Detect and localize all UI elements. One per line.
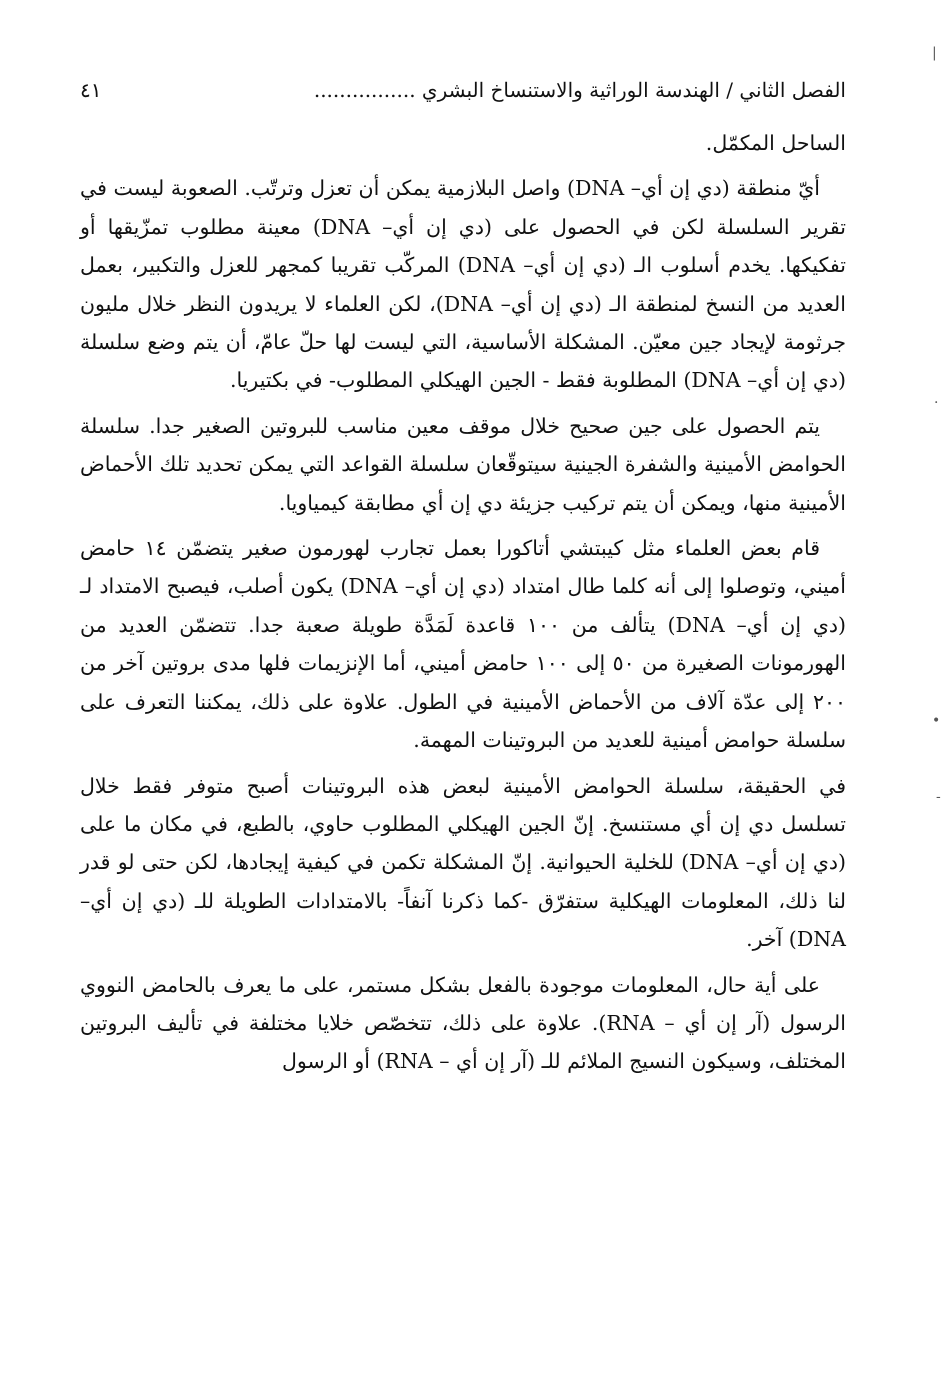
paragraph: في الحقيقة، سلسلة الحوامض الأمينية لبعض هذه البروتينات أصبح متوفر فقط خلال تسلسل دي إن أي مستنسخ. إنّ الجين الهيكلي المطلوب حاوي، بالطبع، في مكان ما على (دي إن أي– DNA) للخلية الحيوانية. إنّ المشكلة تكمن في كيفية إيجادها، لكن حتى لو قدر لنا ذلك، المعلومات الهيكلية ستفرّق -كما ذكرنا آنفاً- بالامتدادات الطويلة للـ (دي إن أي– DNA) آخر. — [80, 773, 847, 952]
body-text — [80, 124, 846, 1081]
scan-mark: - — [936, 789, 941, 805]
scan-mark: | — [932, 45, 937, 61]
scan-mark: · — [934, 395, 939, 411]
paragraph: قام بعض العلماء مثل كيبتشي أتاكورا بعمل تجارب لهورمون صغير يتضمّن ١٤ حامض أميني، وتوصلوا إلى أنه كلما طال امتداد (دي إن أي– DNA) يكون أصلب، فيصبح الامتداد لـ (دي إن أي– DNA) يتألف من ١٠٠ قاعدة لَمَدَّة طويلة صعبة جدا. تتضمّن العديد من الهورمونات الصغيرة من ٥٠ إلى ١٠٠ حامض أميني، أما الإنزيمات فلها مدى بروتين آخر من ٢٠٠ إلى عدّة آلاف من الأحماض الأمينية في الطول. علاوة على ذلك، يمكننا التعرف على سلسلة حوامض أمينية للعديد من البروتينات المهمة. — [80, 536, 847, 753]
scan-mark: • — [932, 713, 941, 729]
paragraph: على أية حال، المعلومات موجودة بالفعل بشكل مستمر، على ما يعرف بالحامض النووي الرسول (آر إن أي – RNA). علاوة على ذلك، تتخصّص خلايا مختلفة في تأليف البروتين المختلف، وسيكون النسيج الملائم للـ (آر إن أي – RNA) أو الرسول — [80, 972, 846, 1074]
running-title: الفصل الثاني / الهندسة الوراثية والاستنساخ البشري ................ — [313, 78, 846, 102]
paragraph: الساحل المكمّل. — [705, 131, 846, 155]
page-header — [80, 68, 846, 112]
paragraph: أيّ منطقة (دي إن أي– DNA) واصل البلازمية يمكن أن تعزل وترتّب. الصعوبة ليست في تقرير السلسلة لكن في الحصول على (دي إن أي– DNA) معينة مطلوب تمزّيقها أو تفكيكها. يخدم أسلوب الـ (دي إن أي– DNA) المركّب تقريبا كمجهر للعزل والتكبير، بعمل العديد من النسخ لمنطقة الـ (دي إن أي– DNA)، لكن العلماء لا يريدون النظر خلال مليون جرثومة لإيجاد جين معيّن. المشكلة الأساسية، التي ليست لها حلّ عامّ، أن يتم وضع سلسلة (دي إن أي– DNA) المطلوبة فقط - الجين الهيكلي المطلوب- في بكتيريا. — [80, 176, 847, 393]
paragraph: يتم الحصول على جين صحيح خلال موقف معين مناسب للبروتين الصغير جدا. سلسلة الحوامض الأمينية والشفرة الجينية سيتوقّعان سلسلة القواعد التي يمكن تحديد تلك الأحماض الأمينية منها، ويمكن أن يتم تركيب جزيئة دي إن أي مطابقة كيمياويا. — [80, 413, 846, 515]
book-page — [80, 68, 846, 1088]
page-number: ٤١ — [80, 78, 102, 102]
